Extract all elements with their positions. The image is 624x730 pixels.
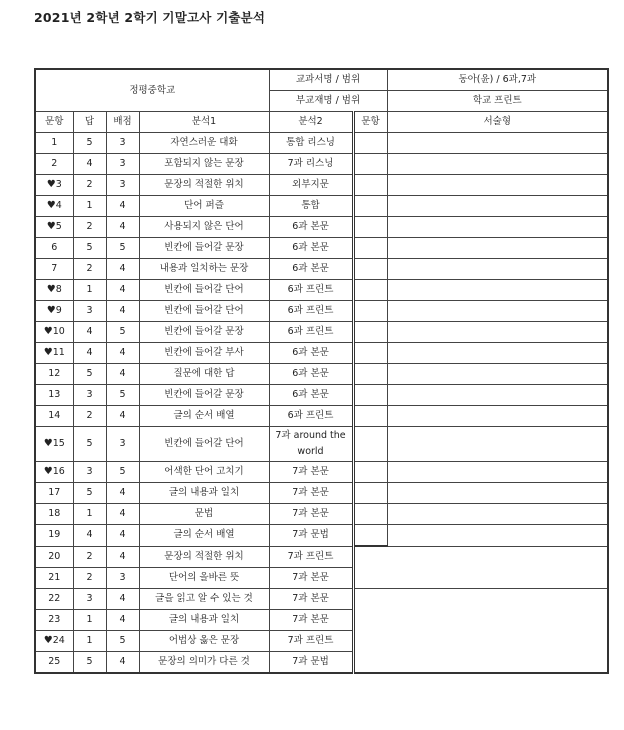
analysis1: 빈칸에 들어갈 단어 — [139, 280, 269, 301]
table-row — [35, 406, 608, 427]
answer: 2 — [73, 567, 106, 588]
question-number-text: 21 — [48, 571, 61, 583]
analysis1: 어색한 단어 고치기 — [139, 462, 269, 483]
essay-content — [387, 154, 608, 175]
question-number-text: 24 — [52, 634, 65, 646]
question-number-text: 5 — [55, 221, 62, 232]
question-number-text: 12 — [48, 368, 61, 379]
essay-content — [387, 322, 608, 343]
question-number-text: 13 — [48, 389, 61, 400]
answer: 1 — [73, 630, 106, 651]
analysis2: 6과 본문 — [269, 238, 353, 259]
question-number — [35, 301, 73, 322]
analysis1: 빈칸에 들어갈 부사 — [139, 343, 269, 364]
question-number-text: 15 — [52, 438, 65, 449]
answer: 5 — [73, 651, 106, 673]
question-number — [35, 525, 73, 547]
points: 3 — [106, 567, 139, 588]
question-number-text: 11 — [52, 347, 65, 358]
question-number — [35, 630, 73, 651]
question-number — [35, 280, 73, 301]
supplement-label: 부교재명 / 범위 — [269, 91, 387, 112]
question-number-text: 1 — [51, 137, 58, 148]
heart-icon: ♥ — [46, 221, 56, 232]
blank-area-1 — [353, 546, 608, 588]
question-number — [35, 483, 73, 504]
question-number-text: 3 — [55, 179, 62, 190]
essay-content — [387, 364, 608, 385]
analysis2: 7과 리스닝 — [269, 154, 353, 175]
question-number-text: 9 — [55, 305, 62, 316]
table-row — [35, 343, 608, 364]
points: 4 — [106, 525, 139, 547]
question-number — [35, 385, 73, 406]
col-num2: 문항 — [353, 112, 387, 133]
question-number — [35, 217, 73, 238]
essay-number — [353, 525, 387, 547]
essay-number — [353, 175, 387, 196]
analysis2: 6과 본문 — [269, 385, 353, 406]
analysis1: 글의 순서 배열 — [139, 525, 269, 547]
answer: 5 — [73, 483, 106, 504]
answer: 4 — [73, 525, 106, 547]
question-number-text: 14 — [48, 410, 61, 421]
heart-icon: ♥ — [46, 305, 56, 316]
analysis2: 7과 본문 — [269, 462, 353, 483]
question-number — [35, 609, 73, 630]
answer: 4 — [73, 343, 106, 364]
question-number-text: 19 — [48, 529, 61, 541]
essay-content — [387, 238, 608, 259]
essay-number — [353, 133, 387, 154]
blank-area-2 — [353, 588, 608, 673]
analysis2: 6과 본문 — [269, 343, 353, 364]
analysis2: 7과 문법 — [269, 651, 353, 673]
question-number-text: 25 — [48, 655, 61, 667]
essay-content — [387, 133, 608, 154]
question-number-text: 7 — [51, 263, 58, 274]
points: 4 — [106, 406, 139, 427]
analysis1: 글의 내용과 일치 — [139, 609, 269, 630]
col-analysis1: 분석1 — [139, 112, 269, 133]
analysis2: 7과 본문 — [269, 588, 353, 609]
answer: 3 — [73, 385, 106, 406]
essay-number — [353, 259, 387, 280]
points: 4 — [106, 364, 139, 385]
points: 4 — [106, 588, 139, 609]
col-essay: 서술형 — [387, 112, 608, 133]
col-analysis2: 분석2 — [269, 112, 353, 133]
question-number-text: 4 — [55, 200, 62, 211]
table-row — [35, 175, 608, 196]
answer: 4 — [73, 322, 106, 343]
points: 5 — [106, 322, 139, 343]
table-row — [35, 154, 608, 175]
points: 5 — [106, 462, 139, 483]
analysis1: 글의 내용과 일치 — [139, 483, 269, 504]
answer: 3 — [73, 588, 106, 609]
essay-number — [353, 196, 387, 217]
analysis1: 내용과 일치하는 문장 — [139, 259, 269, 280]
question-number-text: 23 — [48, 613, 61, 625]
question-number — [35, 546, 73, 567]
analysis2: 7과 문법 — [269, 525, 353, 547]
essay-content — [387, 175, 608, 196]
analysis1: 빈칸에 들어갈 단어 — [139, 427, 269, 462]
answer: 5 — [73, 364, 106, 385]
analysis1: 자연스러운 대화 — [139, 133, 269, 154]
analysis2: 6과 본문 — [269, 364, 353, 385]
answer: 2 — [73, 259, 106, 280]
analysis1: 단어 퍼즐 — [139, 196, 269, 217]
essay-number — [353, 301, 387, 322]
essay-content — [387, 301, 608, 322]
answer: 3 — [73, 301, 106, 322]
heart-icon: ♥ — [43, 326, 53, 337]
analysis1: 사용되지 않은 단어 — [139, 217, 269, 238]
table-row — [35, 196, 608, 217]
question-number — [35, 175, 73, 196]
points: 4 — [106, 504, 139, 525]
analysis1: 글을 읽고 알 수 있는 것 — [139, 588, 269, 609]
question-number — [35, 427, 73, 462]
essay-number — [353, 385, 387, 406]
essay-content — [387, 259, 608, 280]
points: 3 — [106, 154, 139, 175]
points: 4 — [106, 483, 139, 504]
col-num: 문항 — [35, 112, 73, 133]
essay-content — [387, 525, 608, 547]
points: 4 — [106, 259, 139, 280]
question-number-text: 10 — [52, 326, 65, 337]
school-name: 정평중학교 — [35, 69, 269, 112]
question-number — [35, 322, 73, 343]
table-row — [35, 364, 608, 385]
heart-icon: ♥ — [43, 634, 53, 646]
essay-number — [353, 406, 387, 427]
answer: 5 — [73, 238, 106, 259]
table-row — [35, 504, 608, 525]
heart-icon: ♥ — [46, 284, 56, 295]
question-number-text: 18 — [48, 508, 61, 519]
question-number — [35, 154, 73, 175]
essay-content — [387, 196, 608, 217]
essay-number — [353, 427, 387, 462]
points: 4 — [106, 343, 139, 364]
essay-content — [387, 217, 608, 238]
points: 3 — [106, 427, 139, 462]
question-number — [35, 196, 73, 217]
answer: 2 — [73, 406, 106, 427]
analysis2: 통합 — [269, 196, 353, 217]
essay-content — [387, 280, 608, 301]
supplement-value: 학교 프린트 — [387, 91, 608, 112]
table-row — [35, 525, 608, 547]
essay-number — [353, 364, 387, 385]
answer: 1 — [73, 609, 106, 630]
heart-icon: ♥ — [46, 200, 56, 211]
table-row — [35, 259, 608, 280]
analysis2: 7과 프린트 — [269, 630, 353, 651]
essay-number — [353, 343, 387, 364]
essay-number — [353, 462, 387, 483]
textbook-label: 교과서명 / 범위 — [269, 69, 387, 91]
analysis1: 어법상 옳은 문장 — [139, 630, 269, 651]
essay-number — [353, 238, 387, 259]
table-row — [35, 322, 608, 343]
essay-content — [387, 406, 608, 427]
answer: 2 — [73, 546, 106, 567]
essay-content — [387, 483, 608, 504]
essay-content — [387, 462, 608, 483]
points: 4 — [106, 196, 139, 217]
essay-number — [353, 280, 387, 301]
analysis2: 6과 프린트 — [269, 301, 353, 322]
question-number-text: 8 — [55, 284, 62, 295]
analysis1: 단어의 올바른 뜻 — [139, 567, 269, 588]
analysis1: 빈칸에 들어갈 문장 — [139, 322, 269, 343]
analysis2: 7과 프린트 — [269, 546, 353, 567]
analysis2: 7과 around the world — [269, 427, 353, 462]
question-number — [35, 406, 73, 427]
table-row — [35, 280, 608, 301]
table-row — [35, 301, 608, 322]
points: 4 — [106, 546, 139, 567]
analysis1: 문장의 의미가 다른 것 — [139, 651, 269, 673]
answer: 5 — [73, 133, 106, 154]
points: 5 — [106, 385, 139, 406]
answer: 2 — [73, 175, 106, 196]
analysis1: 글의 순서 배열 — [139, 406, 269, 427]
question-number — [35, 567, 73, 588]
points: 4 — [106, 280, 139, 301]
col-points: 배점 — [106, 112, 139, 133]
points: 3 — [106, 175, 139, 196]
analysis2: 6과 본문 — [269, 217, 353, 238]
analysis2: 6과 프린트 — [269, 406, 353, 427]
exam-analysis-table — [34, 68, 609, 674]
table-row — [35, 217, 608, 238]
points: 4 — [106, 609, 139, 630]
table-row — [35, 238, 608, 259]
analysis2: 통합 리스닝 — [269, 133, 353, 154]
essay-number — [353, 154, 387, 175]
points: 3 — [106, 133, 139, 154]
question-number — [35, 343, 73, 364]
heart-icon: ♥ — [43, 347, 53, 358]
analysis1: 빈칸에 들어갈 단어 — [139, 301, 269, 322]
table-row — [35, 546, 608, 567]
analysis2: 외부지문 — [269, 175, 353, 196]
question-number — [35, 462, 73, 483]
question-number — [35, 259, 73, 280]
essay-number — [353, 217, 387, 238]
points: 5 — [106, 238, 139, 259]
header-row-1 — [35, 69, 608, 91]
essay-content — [387, 343, 608, 364]
points: 4 — [106, 217, 139, 238]
table-row — [35, 133, 608, 154]
question-number-text: 6 — [51, 242, 58, 253]
essay-number — [353, 483, 387, 504]
table-row — [35, 483, 608, 504]
question-number — [35, 504, 73, 525]
table-row — [35, 588, 608, 609]
table-row — [35, 385, 608, 406]
analysis1: 빈칸에 들어갈 문장 — [139, 238, 269, 259]
question-number — [35, 238, 73, 259]
essay-content — [387, 385, 608, 406]
analysis1: 포함되지 않는 문장 — [139, 154, 269, 175]
analysis2: 7과 본문 — [269, 504, 353, 525]
analysis2: 6과 본문 — [269, 259, 353, 280]
textbook-value: 동아(윤) / 6과,7과 — [387, 69, 608, 91]
heart-icon: ♥ — [43, 438, 53, 449]
question-number — [35, 364, 73, 385]
column-header-row — [35, 112, 608, 133]
answer: 1 — [73, 196, 106, 217]
question-number-text: 20 — [48, 550, 61, 562]
points: 5 — [106, 630, 139, 651]
question-number-text: 2 — [51, 158, 58, 169]
question-number-text: 16 — [52, 466, 65, 477]
analysis2: 6과 프린트 — [269, 280, 353, 301]
page-title: 2021년 2학년 2학기 기말고사 기출분석 — [34, 10, 266, 25]
essay-content — [387, 504, 608, 525]
essay-number — [353, 322, 387, 343]
analysis2: 7과 본문 — [269, 483, 353, 504]
answer: 4 — [73, 154, 106, 175]
question-number-text: 22 — [48, 592, 61, 604]
analysis2: 7과 본문 — [269, 609, 353, 630]
answer: 3 — [73, 462, 106, 483]
answer: 1 — [73, 504, 106, 525]
table-row — [35, 427, 608, 462]
answer: 2 — [73, 217, 106, 238]
analysis1: 질문에 대한 답 — [139, 364, 269, 385]
analysis1: 문장의 적절한 위치 — [139, 546, 269, 567]
points: 4 — [106, 651, 139, 673]
analysis1: 빈칸에 들어갈 문장 — [139, 385, 269, 406]
analysis1: 문장의 적절한 위치 — [139, 175, 269, 196]
table-row — [35, 462, 608, 483]
question-number — [35, 588, 73, 609]
analysis2: 6과 프린트 — [269, 322, 353, 343]
points: 4 — [106, 301, 139, 322]
question-number-text: 17 — [48, 487, 61, 498]
heart-icon: ♥ — [46, 179, 56, 190]
analysis2: 7과 본문 — [269, 567, 353, 588]
col-answer: 답 — [73, 112, 106, 133]
analysis1: 문법 — [139, 504, 269, 525]
answer: 1 — [73, 280, 106, 301]
essay-content — [387, 427, 608, 462]
essay-number — [353, 504, 387, 525]
answer: 5 — [73, 427, 106, 462]
question-number — [35, 133, 73, 154]
question-number — [35, 651, 73, 673]
heart-icon: ♥ — [43, 466, 53, 477]
